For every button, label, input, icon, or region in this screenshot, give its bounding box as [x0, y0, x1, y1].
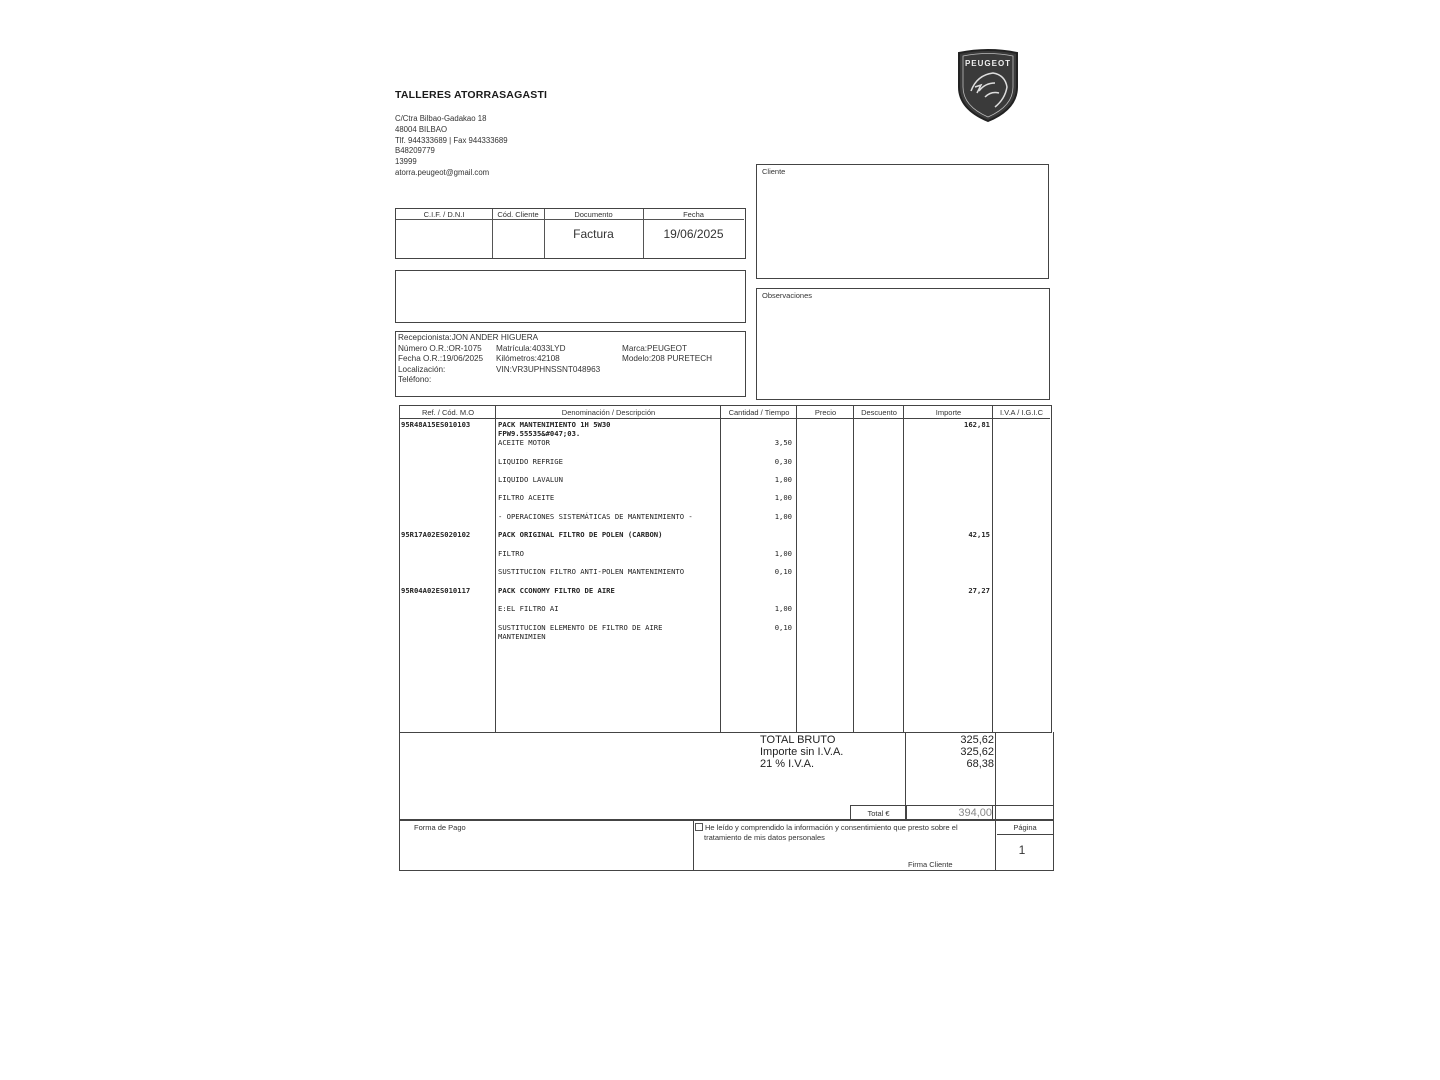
license-plate: Matrícula:4033LYD	[496, 343, 566, 353]
grand-total-label: Total €	[851, 806, 907, 821]
svg-text:PEUGEOT: PEUGEOT	[964, 59, 1012, 68]
header-client-code: Cód. Cliente	[492, 209, 544, 220]
item-desc: LIQUIDO LAVALUN	[498, 475, 563, 484]
company-name: TALLERES ATORRASAGASTI	[395, 89, 548, 101]
peugeot-lion-shield-icon	[955, 47, 1021, 123]
client-label: Cliente	[762, 167, 786, 176]
item-ref: 95R17A02ES020102	[401, 530, 471, 539]
grand-total-row	[850, 805, 1054, 820]
company-phone: Tlf. 944333689 | Fax 944333689	[395, 135, 508, 145]
net-amount-label: Importe sin I.V.A.	[760, 746, 844, 758]
net-amount: 325,62	[960, 746, 994, 758]
client-signature-label: Firma Cliente	[908, 860, 953, 869]
item-qty: 0,10	[774, 567, 792, 576]
company-city: 48004 BILBAO	[395, 124, 448, 134]
header-cif: C.I.F. / D.N.I	[396, 209, 492, 220]
item-desc-2: FPW9.55535&#047;03.	[498, 429, 581, 438]
model: Modelo:208 PURETECH	[622, 354, 713, 364]
item-qty: 0,10	[774, 623, 792, 632]
item-desc: SUSTITUCION ELEMENTO DE FILTRO DE AIRE	[498, 623, 663, 632]
col-price: Precio	[797, 406, 854, 419]
item-qty: 3,50	[774, 438, 792, 447]
phone: Teléfono:	[398, 375, 432, 385]
col-ref: Ref. / Cód. M.O	[400, 406, 496, 419]
item-desc: PACK CCONOMY FILTRO DE AIRE	[498, 586, 615, 595]
item-desc: LIQUIDO REFRIGE	[498, 457, 563, 466]
item-desc: ACEITE MOTOR	[498, 438, 550, 447]
items-table	[399, 405, 1052, 733]
document-type: Factura	[573, 227, 614, 241]
item-desc: FILTRO	[498, 549, 524, 558]
item-qty: 1,00	[774, 475, 792, 484]
blank-info-box	[395, 270, 746, 323]
item-desc: PACK MANTENIMIENTO 1H 5W30	[498, 420, 611, 429]
item-qty: 1,00	[774, 604, 792, 613]
header-document: Documento	[544, 209, 643, 220]
company-cif: B48209779	[395, 146, 435, 156]
company-details	[395, 114, 508, 179]
brand: Marca:PEUGEOT	[622, 343, 688, 353]
consent-checkbox[interactable]	[695, 823, 703, 831]
gross-total-label: TOTAL BRUTO	[760, 734, 836, 746]
totals-values	[908, 734, 994, 770]
client-box	[756, 164, 1049, 279]
vin: VIN:VR3UPHNSSNT048963	[496, 364, 601, 374]
order-date: Fecha O.R.:19/06/2025	[398, 354, 484, 364]
item-amount: 42,15	[968, 530, 990, 539]
payment-method-label: Forma de Pago	[414, 823, 466, 832]
company-email: atorra.peugeot@gmail.com	[395, 167, 490, 177]
document-info-table	[395, 208, 746, 259]
col-vat: I.V.A / I.G.I.C	[993, 406, 1050, 419]
item-ref: 95R48A15ES010103	[401, 420, 471, 429]
footer-section	[399, 820, 1054, 871]
order-number: Número O.R.:OR-1075	[398, 343, 482, 353]
document-date: 19/06/2025	[663, 227, 724, 241]
col-discount: Descuento	[854, 406, 904, 419]
company-address: C/Ctra Bilbao-Gadakao 18	[395, 114, 487, 123]
item-amount: 27,27	[968, 586, 990, 595]
col-quantity: Cantidad / Tiempo	[721, 406, 797, 419]
item-qty: 1,00	[774, 549, 792, 558]
item-desc-2: MANTENIMIEN	[498, 632, 546, 641]
observations-label: Observaciones	[762, 291, 813, 300]
item-desc: FILTRO ACEITE	[498, 493, 555, 502]
grand-total: 394,00	[908, 806, 993, 821]
vat-label: 21 % I.V.A.	[760, 758, 815, 770]
item-amount: 162,81	[964, 420, 990, 429]
item-qty: 0,30	[774, 457, 792, 466]
item-desc: SUSTITUCION FILTRO ANTI-POLEN MANTENIMIENTO	[498, 567, 685, 576]
item-desc: E:EL FILTRO AI	[498, 604, 559, 613]
receptionist: Recepcionista:JON ANDER HIGUERA	[398, 333, 539, 342]
totals-labels	[760, 734, 843, 770]
company-code: 13999	[395, 157, 417, 167]
location: Localización:	[398, 364, 446, 374]
item-qty: 1,00	[774, 493, 792, 502]
kilometers: Kilómetros:42108	[496, 354, 560, 364]
observations-box	[756, 288, 1050, 400]
gross-total: 325,62	[960, 734, 994, 746]
item-ref: 95R04A02ES010117	[401, 586, 471, 595]
item-desc: - OPERACIONES SISTEMÁTICAS DE MANTENIMIENTO -	[498, 512, 693, 521]
col-amount: Importe	[904, 406, 993, 419]
page-label: Página	[997, 823, 1053, 835]
repair-order-info	[395, 331, 746, 397]
item-qty: 1,00	[774, 512, 792, 521]
vat-amount: 68,38	[966, 758, 994, 770]
consent-text: He leído y comprendido la información y consentimiento que presto sobre el tratamiento de mis datos personales	[695, 823, 993, 842]
item-desc: PACK ORIGINAL FILTRO DE POLEN (CARBON)	[498, 530, 663, 539]
col-description: Denominación / Descripción	[496, 406, 721, 419]
page-number: 1	[1018, 843, 1026, 857]
header-date: Fecha	[643, 209, 744, 220]
